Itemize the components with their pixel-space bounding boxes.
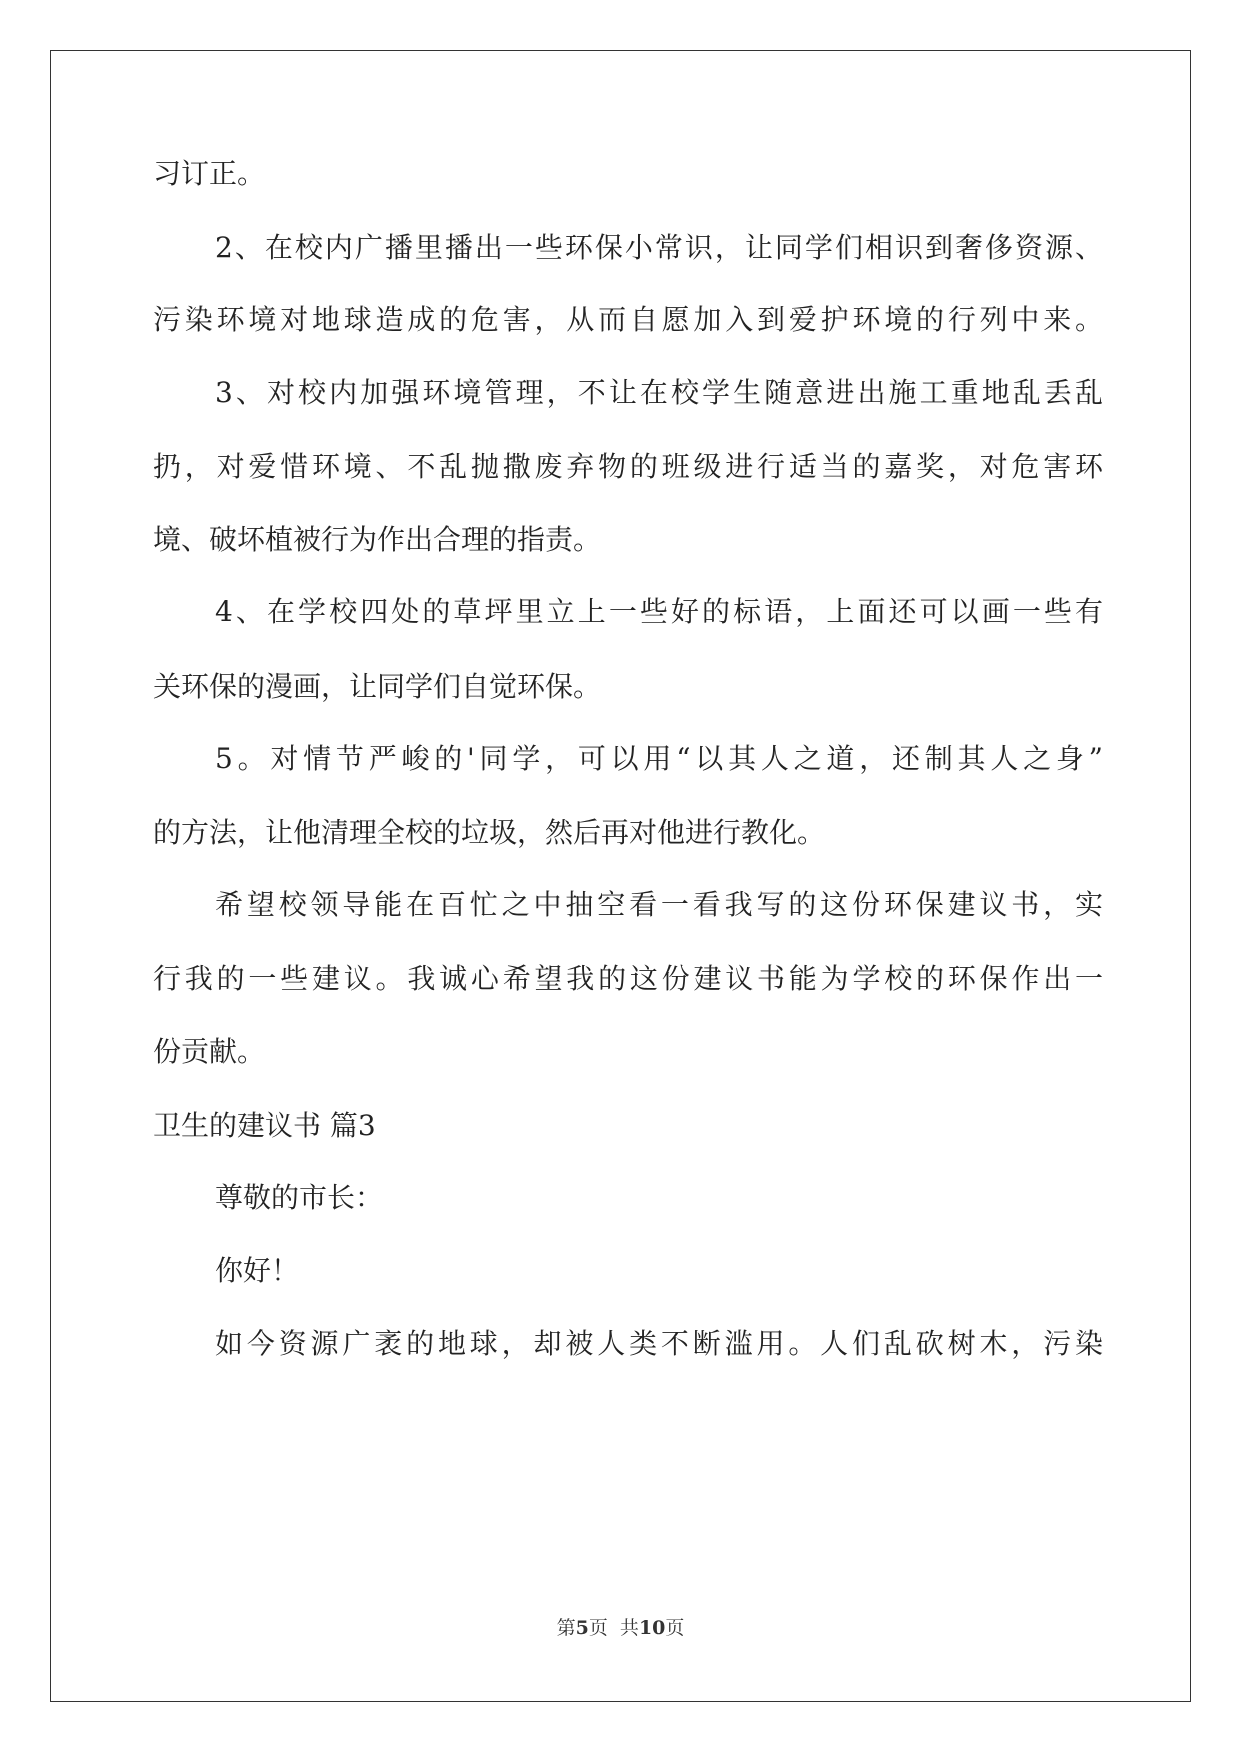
text-line: 3、对校内加强环境管理，不让在校学生随意进出施工重地乱丢乱 [215, 376, 1103, 409]
text-line: 的方法，让他清理全校的垃圾，然后再对他进行教化。 [153, 816, 826, 849]
text-line: 希望校领导能在百忙之中抽空看一看我写的这份环保建议书，实 [215, 888, 1103, 921]
footer-total-pages: 10 [638, 1617, 666, 1639]
text-line: 份贡献。 [153, 1035, 266, 1068]
footer-page-number: 5 [575, 1617, 589, 1639]
text-line: 4、在学校四处的草坪里立上一些好的标语，上面还可以画一些有 [215, 595, 1103, 628]
text-line: 习订正。 [153, 157, 266, 190]
text-line: 污染环境对地球造成的危害，从而自愿加入到爱护环境的行列中来。 [153, 303, 1103, 336]
text-line: 行我的一些建议。我诚心希望我的这份建议书能为学校的环保作出一 [153, 962, 1103, 995]
section-heading: 卫生的建议书 篇3 [153, 1109, 376, 1142]
footer-suffix: 页 [665, 1617, 685, 1639]
text-line: 境、破坏植被行为作出合理的指责。 [153, 523, 602, 556]
page-footer [0, 1616, 1241, 1640]
text-line: 如今资源广袤的地球，却被人类不断滥用。人们乱砍树木，污染 [215, 1327, 1103, 1360]
salutation: 尊敬的市长： [215, 1181, 384, 1214]
footer-mid: 页 共 [588, 1617, 639, 1639]
footer-prefix: 第 [556, 1617, 576, 1639]
text-line: 2、在校内广播里播出一些环保小常识，让同学们相识到奢侈资源、 [215, 231, 1103, 264]
greeting: 你好！ [215, 1254, 300, 1287]
text-line: 5。对情节严峻的'同学，可以用“以其人之道，还制其人之身” [215, 742, 1103, 775]
page-border [50, 50, 1191, 1702]
text-line: 扔，对爱惜环境、不乱抛撒废弃物的班级进行适当的嘉奖，对危害环 [153, 450, 1103, 483]
text-line: 关环保的漫画，让同学们自觉环保。 [153, 670, 602, 703]
